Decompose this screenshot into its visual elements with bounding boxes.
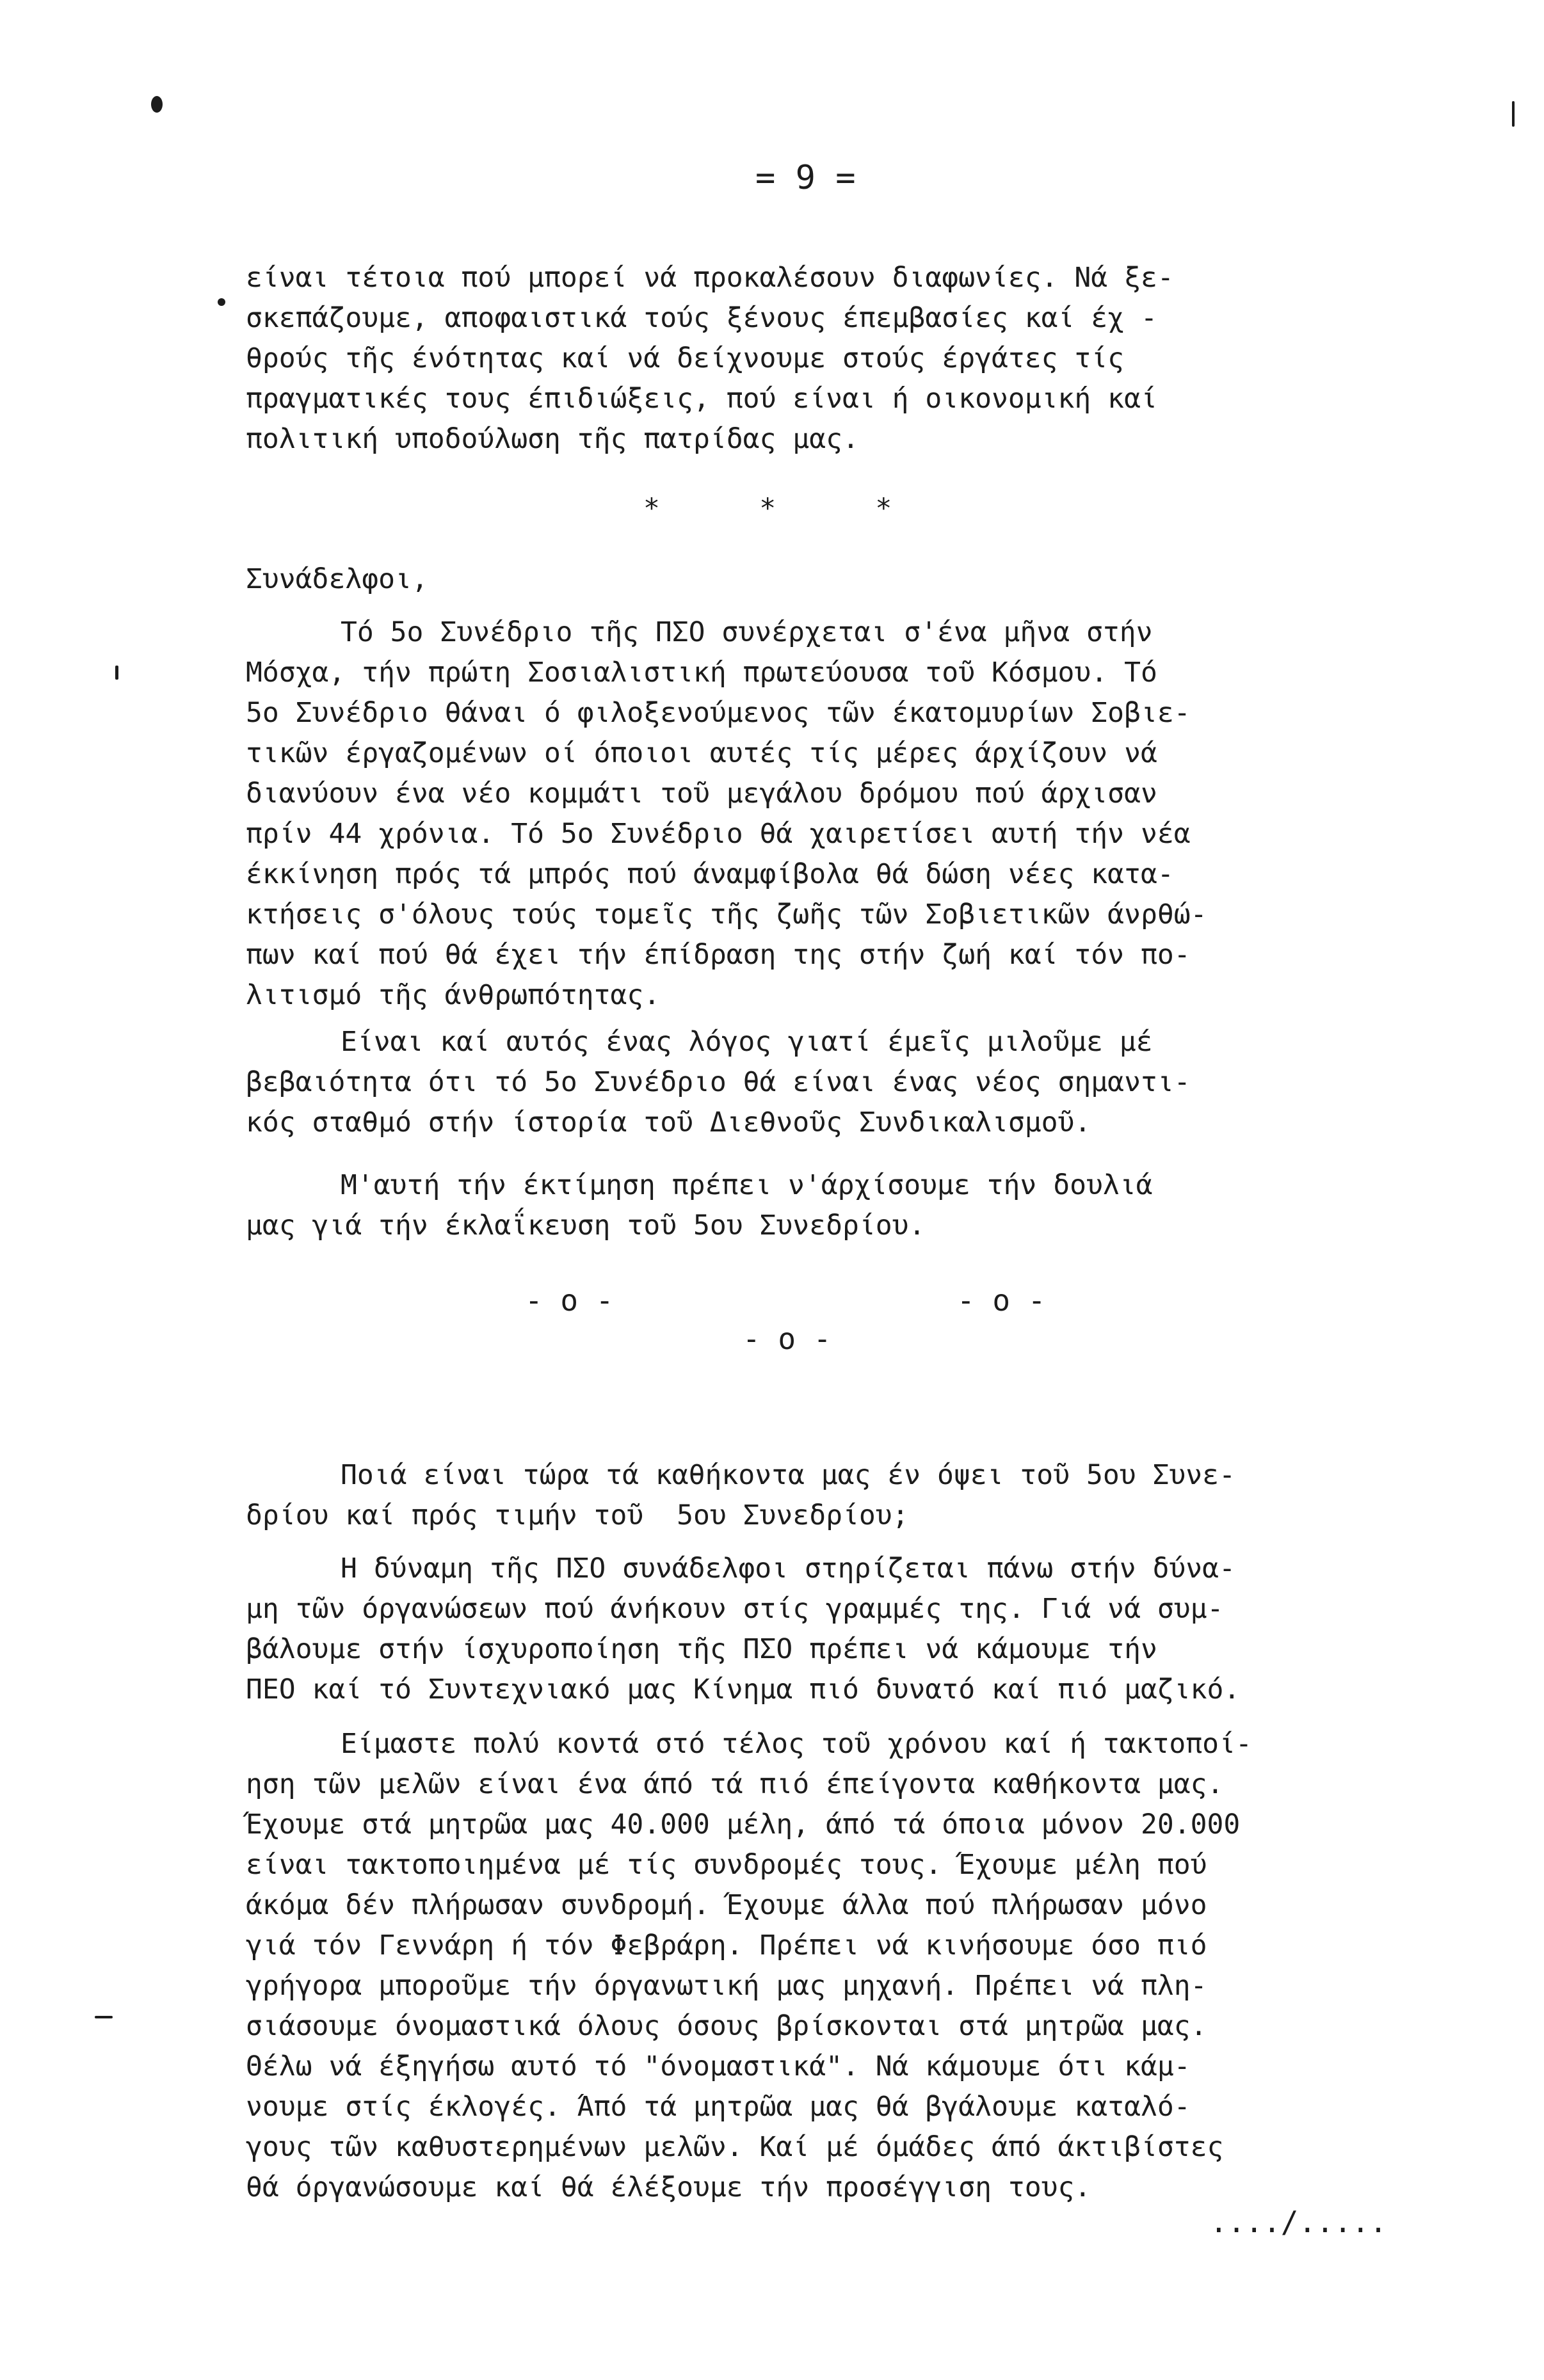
text-line: είναι τακτοποιημένα μέ τίς συνδρομές τους. Έχουμε μέλη πού: [246, 1849, 1207, 1881]
text-line: γους τῶν καθυστερημένων μελῶν. Καί μέ όμάδες άπό άκτιβίστες: [246, 2131, 1224, 2163]
text-line: Θέλω νά έξηγήσω αυτό τό "όνομαστικά". Νά κάμουμε ότι κάμ-: [246, 2050, 1191, 2082]
text-line: νουμε στίς έκλογές. Άπό τά μητρῶα μας θά βγάλουμε καταλό-: [246, 2091, 1191, 2123]
text-line: ΠΕΟ καί τό Συντεχνιακό μας Κίνημα πιό δυνατό καί πιό μαζικό.: [246, 1673, 1241, 1705]
separator: - o -: [743, 1322, 832, 1356]
scan-speck: [95, 2016, 113, 2018]
text-line: διανύουν ένα νέο κομμάτι τοῦ μεγάλου δρόμου πού άρχισαν: [246, 778, 1157, 810]
text-line: Τό 5ο Συνέδριο τῆς ΠΣΟ συνέρχεται σ'ένα μῆνα στήν: [341, 616, 1153, 648]
text-line: σιάσουμε όνομαστικά όλους όσους βρίσκονται στά μητρῶα μας.: [246, 2010, 1207, 2042]
text-line: Είναι καί αυτός ένας λόγος γιατί έμεῖς μιλοῦμε μέ: [341, 1026, 1153, 1058]
text-line: Μ'αυτή τήν έκτίμηση πρέπει ν'άρχίσουμε τήν δουλιά: [341, 1169, 1153, 1201]
text-line: γρήγορα μποροῦμε τήν όργανωτική μας μηχανή. Πρέπει νά πλη-: [246, 1970, 1207, 2002]
text-line: βάλουμε στήν ίσχυροποίηση τῆς ΠΣΟ πρέπει νά κάμουμε τήν: [246, 1633, 1157, 1665]
continuation-marker: ..../.....: [1210, 2205, 1387, 2239]
text-line: είναι τέτοια πού μπορεί νά προκαλέσουν διαφωνίες. Νά ξε-: [246, 262, 1174, 294]
scan-speck: [151, 96, 163, 113]
text-line: Ποιά είναι τώρα τά καθήκοντα μας έν όψει τοῦ 5ου Συνε-: [341, 1459, 1235, 1491]
text-line: Έχουμε στά μητρῶα μας 40.000 μέλη, άπό τά όποια μόνον 20.000: [246, 1809, 1241, 1841]
text-line: πραγματικές τους έπιδιώξεις, πού είναι ή οικονομική καί: [246, 383, 1157, 415]
text-line: γιά τόν Γεννάρη ή τόν Φεβράρη. Πρέπει νά κινήσουμε όσο πιό: [246, 1929, 1207, 1961]
text-line: βεβαιότητα ότι τό 5ο Συνέδριο θά είναι ένας νέος σημαντι-: [246, 1066, 1191, 1098]
section-stars: * * *: [643, 493, 892, 525]
text-line: σκεπάζουμε, αποφαιστικά τούς ξένους έπεμβασίες καί έχ -: [246, 302, 1157, 334]
text-line: τικῶν έργαζομένων οί όποιοι αυτές τίς μέρες άρχίζουν νά: [246, 737, 1157, 769]
text-line: Μόσχα, τήν πρώτη Σοσιαλιστική πρωτεύουσα τοῦ Κόσμου. Τό: [246, 657, 1157, 689]
separator: - o -: [957, 1283, 1046, 1318]
text-line: δρίου καί πρός τιμήν τοῦ 5ου Συνεδρίου;: [246, 1499, 909, 1531]
text-line: Είμαστε πολύ κοντά στό τέλος τοῦ χρόνου καί ή τακτοποί-: [341, 1728, 1252, 1760]
text-line: 5ο Συνέδριο θάναι ό φιλοξενούμενος τῶν έκατομυρίων Σοβιε-: [246, 697, 1191, 729]
text-line: λιτισμό τῆς άνθρωπότητας.: [246, 979, 661, 1011]
text-line: μας γιά τήν έκλαΐκευση τοῦ 5ου Συνεδρίου.: [246, 1210, 926, 1242]
text-line: άκόμα δέν πλήρωσαν συνδρομή. Έχουμε άλλα πού πλήρωσαν μόνο: [246, 1889, 1207, 1921]
salutation: Συνάδελφοι,: [246, 563, 428, 595]
text-line: πολιτική υποδούλωση τῆς πατρίδας μας.: [246, 423, 859, 455]
text-line: θά όργανώσουμε καί θά έλέξουμε τήν προσέγγιση τους.: [246, 2171, 1091, 2203]
text-line: θρούς τῆς ένότητας καί νά δείχνουμε στούς έργάτες τίς: [246, 342, 1125, 374]
text-line: πων καί πού θά έχει τήν έπίδραση της στήν ζωή καί τόν πο-: [246, 939, 1191, 971]
scan-speck: [115, 666, 118, 680]
text-line: κτήσεις σ'όλους τούς τομεῖς τῆς ζωῆς τῶν Σοβιετικῶν άνρθώ-: [246, 898, 1207, 930]
page-number: = 9 =: [755, 159, 856, 197]
text-line: κός σταθμό στήν ίστορία τοῦ Διεθνοῦς Συνδικαλισμοῦ.: [246, 1106, 1091, 1138]
scan-speck: [1512, 101, 1515, 127]
separator: - o -: [525, 1283, 614, 1318]
text-line: ηση τῶν μελῶν είναι ένα άπό τά πιό έπείγοντα καθήκοντα μας.: [246, 1768, 1224, 1800]
text-line: έκκίνηση πρός τά μπρός πού άναμφίβολα θά δώση νέες κατα-: [246, 858, 1174, 890]
text-line: μη τῶν όργανώσεων πού άνήκουν στίς γραμμές της. Γιά νά συμ-: [246, 1593, 1224, 1625]
text-line: πρίν 44 χρόνια. Τό 5ο Συνέδριο θά χαιρετίσει αυτή τήν νέα: [246, 818, 1191, 850]
text-line: Η δύναμη τῆς ΠΣΟ συνάδελφοι στηρίζεται πάνω στήν δύνα-: [341, 1553, 1235, 1585]
scan-speck: [218, 298, 225, 306]
